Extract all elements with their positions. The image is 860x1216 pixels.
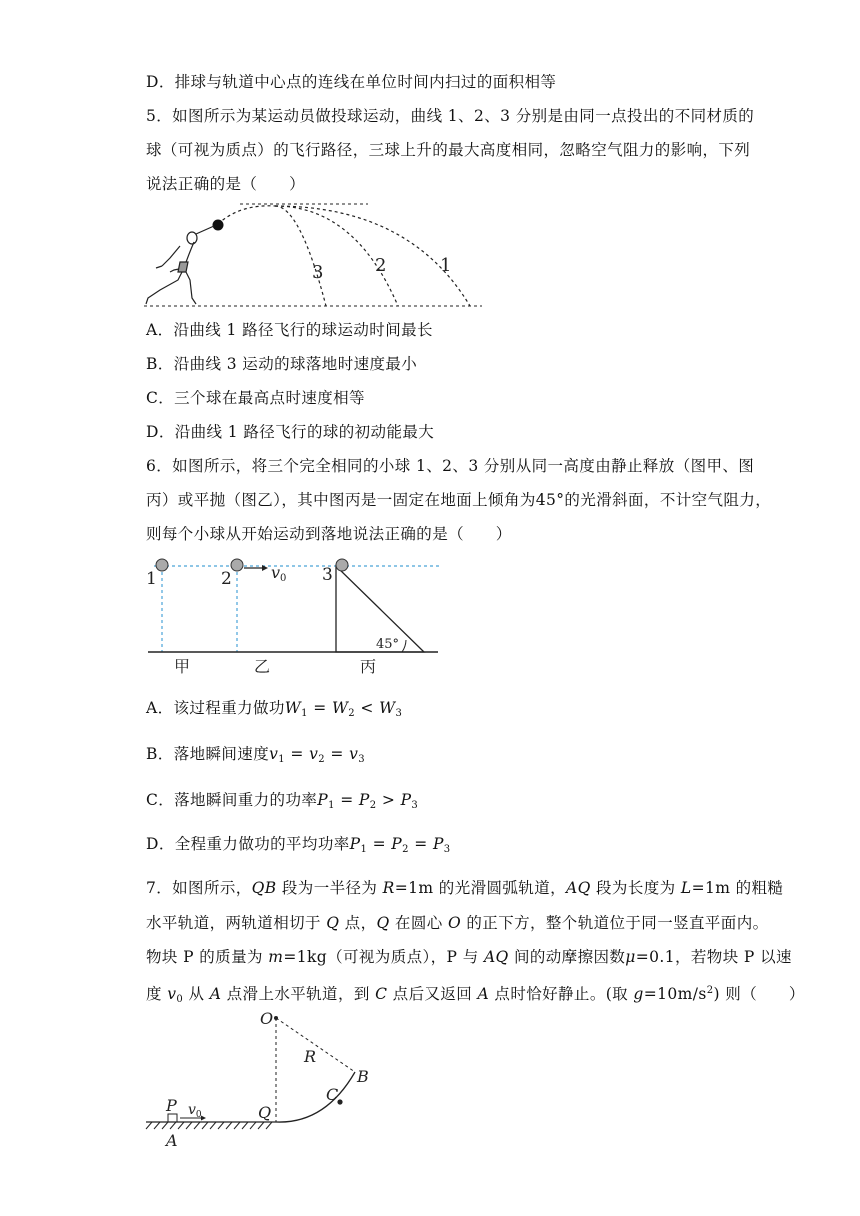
q5-stem-line-1: 5．如图所示为某运动员做投球运动，曲线 1、2、3 分别是由同一点投出的不同材质的 xyxy=(146,107,755,125)
q5-label-3: 3 xyxy=(312,262,324,283)
q6-option-c: C．落地瞬间重力的功率$P_1 = P_2 > P_3$ xyxy=(146,791,419,811)
q7-stem-line-4: 度 $v_0$ 从 A 点滑上水平轨道，到 C 点后又返回 A 点时恰好静止。(取 $g=10m/s^2$) 则（ ） xyxy=(146,985,805,1005)
q7-stem-line-1: 7．如图所示，QB 段为一半径为 R=1m 的光滑圆弧轨道，AQ 段为长度为 L=1m 的粗糙 xyxy=(146,879,784,897)
svg-text:v0 xyxy=(188,1102,202,1120)
svg-text:v0 xyxy=(271,563,286,584)
q7-label-o: O xyxy=(260,1009,274,1028)
q7-stem-line-3: 物块 P 的质量为 m=1kg（可视为质点），P 与 AQ 间的动摩擦因数μ=0.1，若物块 P 以速 xyxy=(146,948,792,966)
q6-label-jia: 甲 xyxy=(174,657,191,676)
q6-ball-1 xyxy=(156,559,168,571)
q5-option-a: A．沿曲线 1 路径飞行的球运动时间最长 xyxy=(146,321,433,339)
q6-label-bing: 丙 xyxy=(360,657,377,676)
q5-athlete xyxy=(146,226,214,304)
q7-label-r: R xyxy=(304,1047,317,1066)
q5-ball xyxy=(213,220,224,231)
q7-stem-line-2: 水平轨道，两轨道相切于 Q 点，Q 在圆心 O 的正下方，整个轨道位于同一竖直平面内。 xyxy=(146,914,769,932)
q6-label-2: 2 xyxy=(221,569,232,589)
q6-label-1: 1 xyxy=(146,569,157,589)
q6-option-b: B．落地瞬间速度$v_1 = v_2 = v_3$ xyxy=(146,745,365,765)
q5-stem-line-3: 说法正确的是（ ） xyxy=(146,175,306,193)
q7-label-v0-sub: 0 xyxy=(195,1110,202,1120)
q5-label-1: 1 xyxy=(440,255,452,276)
q6-figure xyxy=(140,556,450,676)
q5-label-2: 2 xyxy=(375,255,387,276)
q5-option-c: C．三个球在最高点时速度相等 xyxy=(146,389,365,407)
q5-option-b: B．沿曲线 3 运动的球落地时速度最小 xyxy=(146,355,418,373)
q6-ball-3 xyxy=(336,559,348,571)
q7-label-q: Q xyxy=(258,1103,272,1122)
q6-v0-sub: 0 xyxy=(280,573,287,584)
q7-label-p: P xyxy=(166,1096,177,1115)
q6-angle: 45° xyxy=(376,637,400,652)
q6-v0: v xyxy=(271,563,281,582)
q5-option-d: D．沿曲线 1 路径飞行的球的初动能最大 xyxy=(146,423,435,441)
q7-label-v0: v xyxy=(188,1102,196,1118)
q6-option-d: D．全程重力做功的平均功率$P_1 = P_2 = P_3$ xyxy=(146,835,451,855)
q6-option-a: A．该过程重力做功$W_1 = W_2 < W_3$ xyxy=(146,699,403,719)
q6-ball-2 xyxy=(231,559,243,571)
q7-label-a: A xyxy=(166,1131,178,1150)
q6-stem-line-3: 则每个小球从开始运动到落地说法正确的是（ ） xyxy=(146,525,512,543)
q5-figure xyxy=(140,198,490,310)
q6-stem-line-2: 丙）或平抛（图乙），其中图丙是一固定在地面上倾角为45°的光滑斜面，不计空气阻力， xyxy=(146,491,772,509)
q7-label-c: C xyxy=(326,1085,339,1104)
q5-stem-line-2: 球（可视为质点）的飞行路径，三球上升的最大高度相同，忽略空气阻力的影响，下列 xyxy=(146,141,751,159)
q6-label-yi: 乙 xyxy=(254,657,271,676)
q7-block-p xyxy=(168,1114,177,1122)
q6-stem-line-1: 6．如图所示，将三个完全相同的小球 1、2、3 分别从同一高度由静止释放（图甲、图 xyxy=(146,457,755,475)
q7-label-b: B xyxy=(357,1067,369,1086)
q4-option-d: D．排球与轨道中心点的连线在单位时间内扫过的面积相等 xyxy=(146,73,557,91)
q7-figure xyxy=(140,1008,390,1158)
q7-point-o xyxy=(274,1016,278,1020)
q6-label-3: 3 xyxy=(322,565,333,585)
